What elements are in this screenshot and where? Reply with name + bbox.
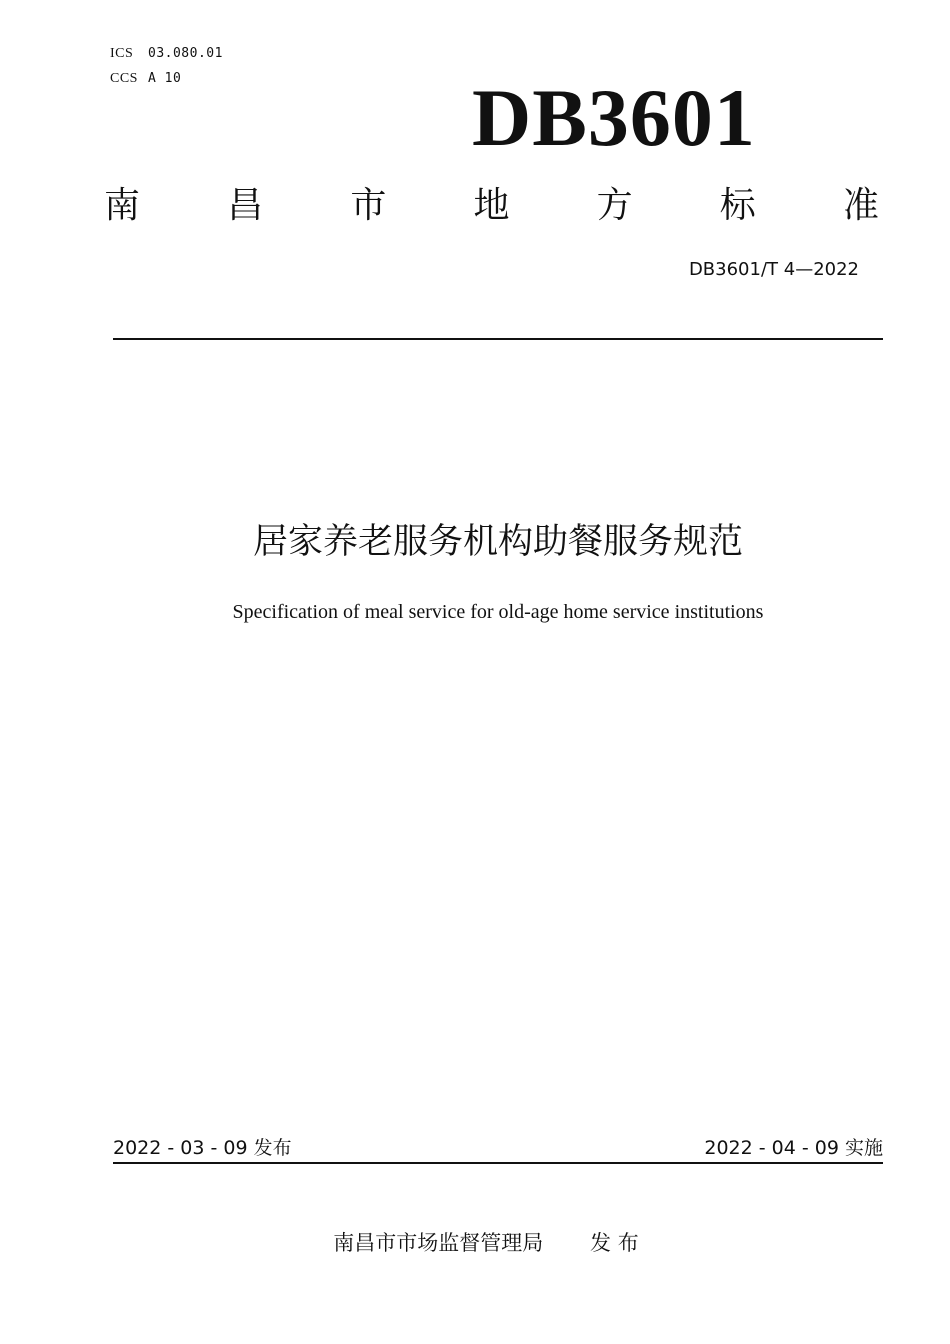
publisher-action: 发 布 — [590, 1231, 639, 1255]
publisher-line — [0, 1227, 950, 1257]
publish-date: 2022 - 03 - 09 发布 — [113, 1137, 292, 1159]
standard-type-char: 准 — [842, 185, 879, 226]
standard-type-heading — [104, 182, 879, 230]
standard-type-char: 地 — [473, 185, 510, 226]
top-divider — [113, 338, 883, 340]
ics-code — [110, 46, 223, 62]
standard-type-char: 标 — [719, 185, 756, 226]
publisher-name: 南昌市市场监督管理局 — [333, 1231, 544, 1255]
document-title-english: Specification of meal service for old-age home service institutions — [232, 601, 764, 623]
standard-type-char: 市 — [350, 185, 387, 226]
ccs-label: CCS — [110, 71, 138, 86]
standard-type-char: 昌 — [227, 185, 264, 226]
implement-date: 2022 - 04 - 09 实施 — [704, 1137, 883, 1159]
ics-value: 03.080.01 — [148, 46, 223, 61]
ccs-code — [110, 71, 181, 87]
standard-number: DB3601/T 4—2022 — [688, 259, 859, 280]
document-title-chinese: 居家养老服务机构助餐服务规范 — [252, 522, 743, 562]
db-code-heading: DB3601 — [472, 72, 756, 163]
bottom-divider — [113, 1162, 883, 1164]
ccs-value: A 10 — [148, 71, 182, 86]
standard-type-char: 南 — [104, 185, 141, 226]
standard-type-char: 方 — [596, 185, 633, 226]
ics-label: ICS — [110, 46, 134, 61]
